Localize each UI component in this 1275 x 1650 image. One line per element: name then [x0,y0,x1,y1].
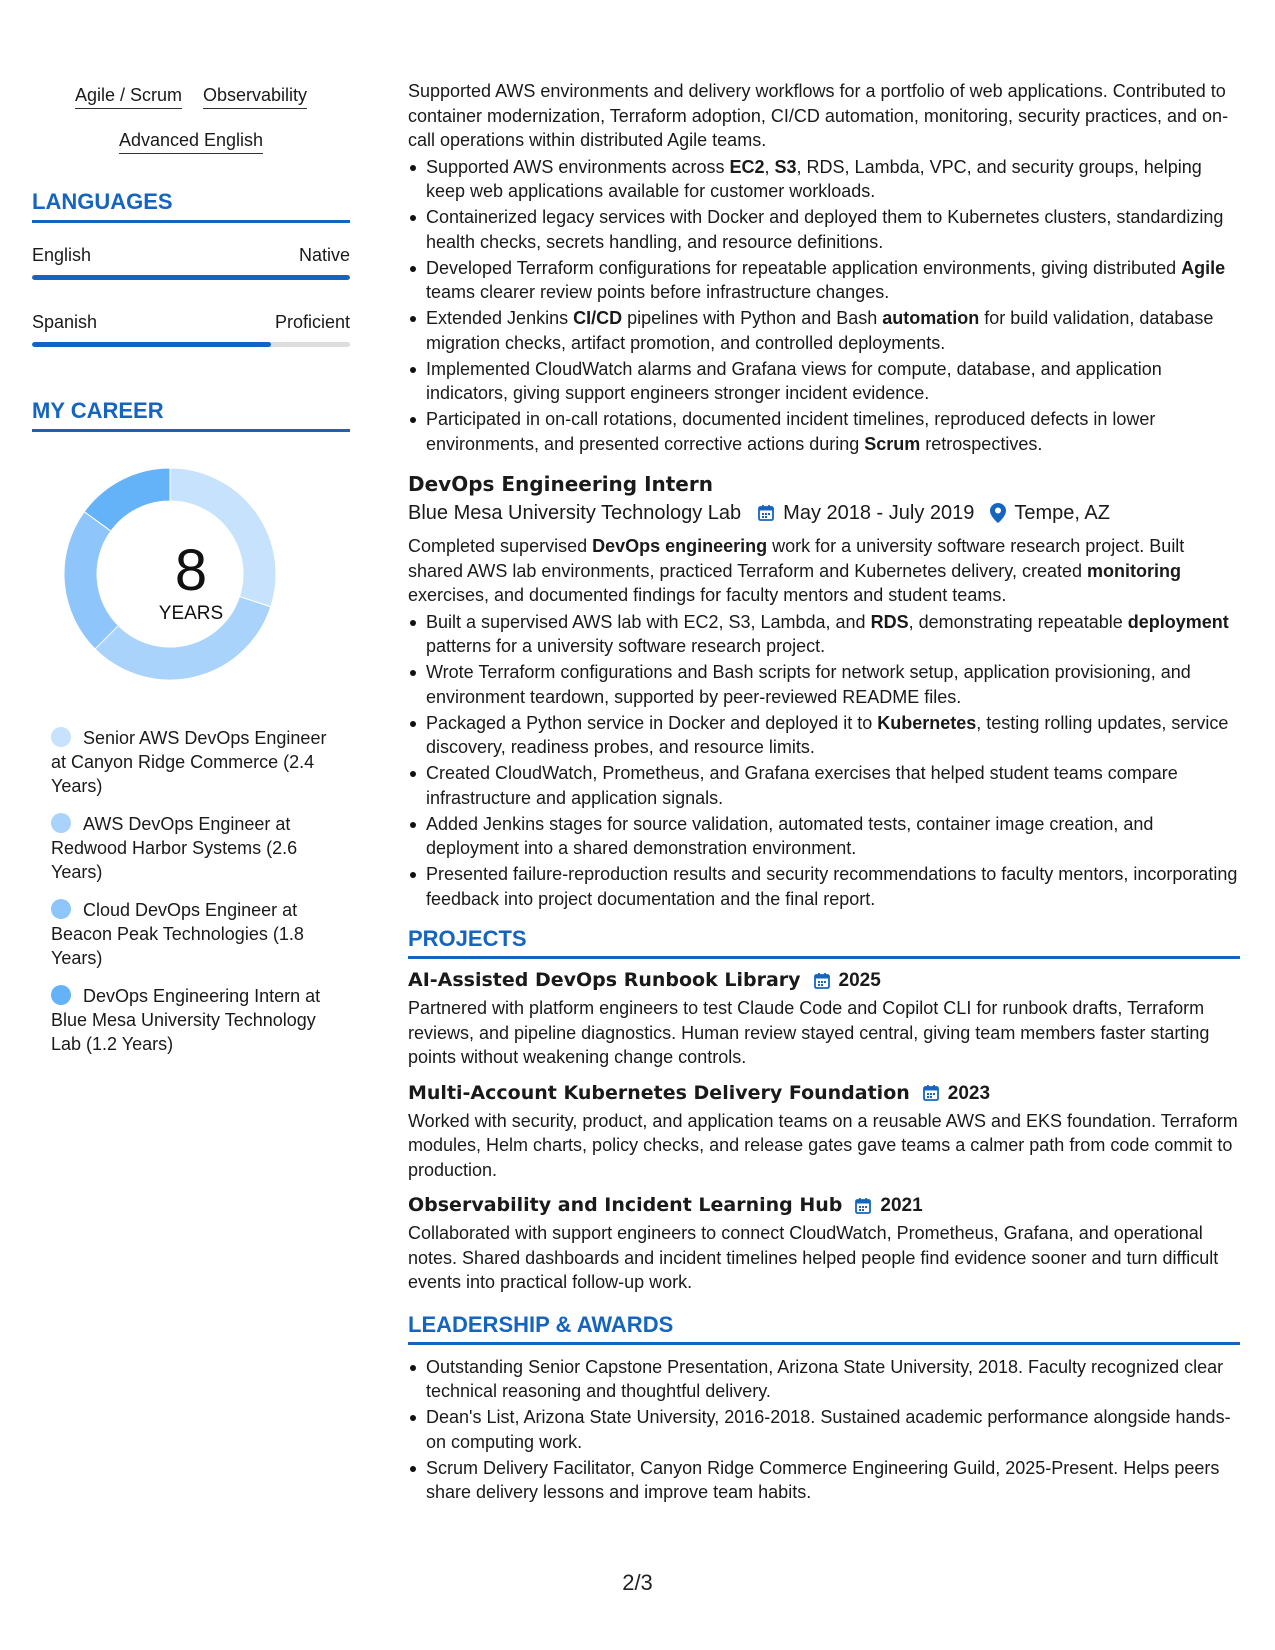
bullet-item: Built a supervised AWS lab with EC2, S3, Lambda, and RDS, demonstrating repeatable deployment patterns for a university software research project. [408,610,1240,659]
legend-label: Senior AWS DevOps Engineer at Canyon Ridge Commerce (2.4 Years) [51,728,327,796]
legend-item [51,726,341,798]
location-pin-icon [990,503,1006,523]
legend-item [51,812,341,884]
language-name: Spanish [32,312,98,332]
bullet-item: Implemented CloudWatch alarms and Grafana views for compute, database, and application indicators, giving support engineers stronger incident evidence. [408,357,1240,406]
project-item [408,1080,1240,1183]
award-bullets [408,1355,1240,1505]
job-meta [408,498,1240,528]
career-donut-chart [32,468,350,700]
calendar-icon [922,1084,940,1102]
project-name: Multi-Account Kubernetes Delivery Foundation [408,1081,910,1104]
awards-heading: LEADERSHIP & AWARDS [408,1311,1240,1345]
language-bar [32,275,350,280]
legend-label: DevOps Engineering Intern at Blue Mesa University Technology Lab (1.2 Years) [51,986,321,1054]
bullet-item: Outstanding Senior Capstone Presentation, Arizona State University, 2018. Faculty recognized clear technical reasoning and thoughtful delivery. [408,1355,1240,1404]
bullet-item: Containerized legacy services with Docker and deployed them to Kubernetes clusters, standardizing health checks, secrets handling, and resource definitions. [408,205,1240,254]
project-item [408,1192,1240,1295]
job-bullets [408,155,1240,457]
bullet-item: Scrum Delivery Facilitator, Canyon Ridge Commerce Engineering Guild, 2025-Present. Helps peers share delivery lessons and improve team habits. [408,1456,1240,1505]
calendar-icon [854,1197,872,1215]
job-summary: Completed supervised DevOps engineering work for a university software research project. Built shared AWS lab environments, practiced Terraform and Kubernetes delivery, created monitoring exercises, and documented findings for faculty mentors and student teams. [408,536,1185,605]
legend-dot [51,985,71,1005]
legend-label: Cloud DevOps Engineer at Beacon Peak Technologies (1.8 Years) [51,900,304,968]
skill-tag: Agile / Scrum [75,84,182,109]
skill-tag-row [32,129,350,154]
bullet-item: Dean's List, Arizona State University, 2016-2018. Sustained academic performance alongside hands-on computing work. [408,1405,1240,1454]
project-name: Observability and Incident Learning Hub [408,1194,843,1216]
legend-dot [51,899,71,919]
skill-tags [32,84,350,154]
project-year: 2025 [838,970,881,991]
job-summary: Supported AWS environments and delivery workflows for a portfolio of web applications. Contributed to container modernization, Terraform adoption, CI/CD automation, monitoring, security practices, and on-call operations within distributed Agile teams. [408,81,1229,150]
language-item [32,243,350,280]
bullet-item: Packaged a Python service in Docker and deployed it to Kubernetes, testing rolling updates, service discovery, readiness probes, and resource limits. [408,711,1240,760]
project-description: Collaborated with support engineers to connect CloudWatch, Prometheus, Grafana, and operational notes. Shared dashboards and incident timelines helped people find evidence sooner and turn difficult events into practical follow-up work. [408,1223,1219,1292]
donut-slice [84,468,170,531]
job-dates: May 2018 - July 2019 [783,502,975,524]
language-name: English [32,245,92,265]
language-bar-fill [32,342,271,347]
language-item [32,310,350,347]
legend-item [51,984,341,1056]
job-location: Tempe, AZ [1014,502,1110,524]
bullet-item: Wrote Terraform configurations and Bash scripts for network setup, application provisioning, and environment teardown, supported by peer-reviewed README files. [408,660,1240,709]
project-description: Partnered with platform engineers to test Claude Code and Copilot CLI for runbook drafts, Terraform reviews, and pipeline diagnostics. Human review stayed central, giving team members faster starting points without weakening change controls. [408,998,1210,1067]
bullet-item: Presented failure-reproduction results and security recommendations to faculty mentors, incorporating feedback into project documentation and the final report. [408,862,1240,911]
language-level: Proficient [274,312,350,332]
project-name: AI-Assisted DevOps Runbook Library [408,969,801,991]
calendar-icon [757,504,775,522]
donut-center-label [32,540,350,626]
calendar-icon [813,972,831,990]
legend-dot [51,727,71,747]
project-description: Worked with security, product, and application teams on a reusable AWS and EKS foundation. Terraform modules, Helm charts, policy checks, and release gates gave teams a calmer path from code commit to production. [408,1110,1238,1180]
career-total-unit: YEARS [158,603,224,624]
right-column [408,79,1240,1506]
left-column [32,84,350,1070]
job-company: Blue Mesa University Technology Lab [408,502,742,524]
bullet-item: Created CloudWatch, Prometheus, and Grafana exercises that helped student teams compare infrastructure and application signals. [408,761,1240,810]
skill-tag-row [32,84,350,109]
bullet-item: Participated in on-call rotations, documented incident timelines, reproduced defects in lower environments, and presented corrective actions during Scrum retrospectives. [408,407,1240,456]
page-number: 2/3 [622,1570,653,1595]
language-bar [32,342,350,347]
project-year: 2021 [880,1195,923,1216]
bullet-item: Extended Jenkins CI/CD pipelines with Python and Bash automation for build validation, database migration checks, artifact promotion, and controlled deployments. [408,306,1240,355]
project-item [408,967,1240,1070]
job-title: DevOps Engineering Intern [408,472,713,496]
career-heading: MY CAREER [32,397,350,432]
language-level: Native [298,245,350,265]
bullet-item: Supported AWS environments across EC2, S3, RDS, Lambda, VPC, and security groups, helping keep web applications available for customer workloads. [408,155,1240,204]
project-list [408,967,1240,1295]
career-legend [32,726,350,1056]
job-bullets [408,610,1240,912]
legend-item [51,898,341,970]
project-year: 2023 [947,1082,991,1104]
projects-heading: PROJECTS [408,925,1240,959]
language-list [32,243,350,347]
skill-tag: Advanced English [119,129,263,154]
languages-heading: LANGUAGES [32,188,350,223]
bullet-item: Added Jenkins stages for source validation, automated tests, container image creation, and deployment into a shared demonstration environment. [408,812,1240,861]
language-bar-fill [32,275,350,280]
skill-tag: Observability [203,84,307,109]
legend-label: AWS DevOps Engineer at Redwood Harbor Systems (2.6 Years) [51,814,298,882]
legend-dot [51,813,71,833]
bullet-item: Developed Terraform configurations for repeatable application environments, giving distributed Agile teams clearer review points before infrastructure changes. [408,256,1240,305]
career-total-years: 8 [174,538,208,603]
